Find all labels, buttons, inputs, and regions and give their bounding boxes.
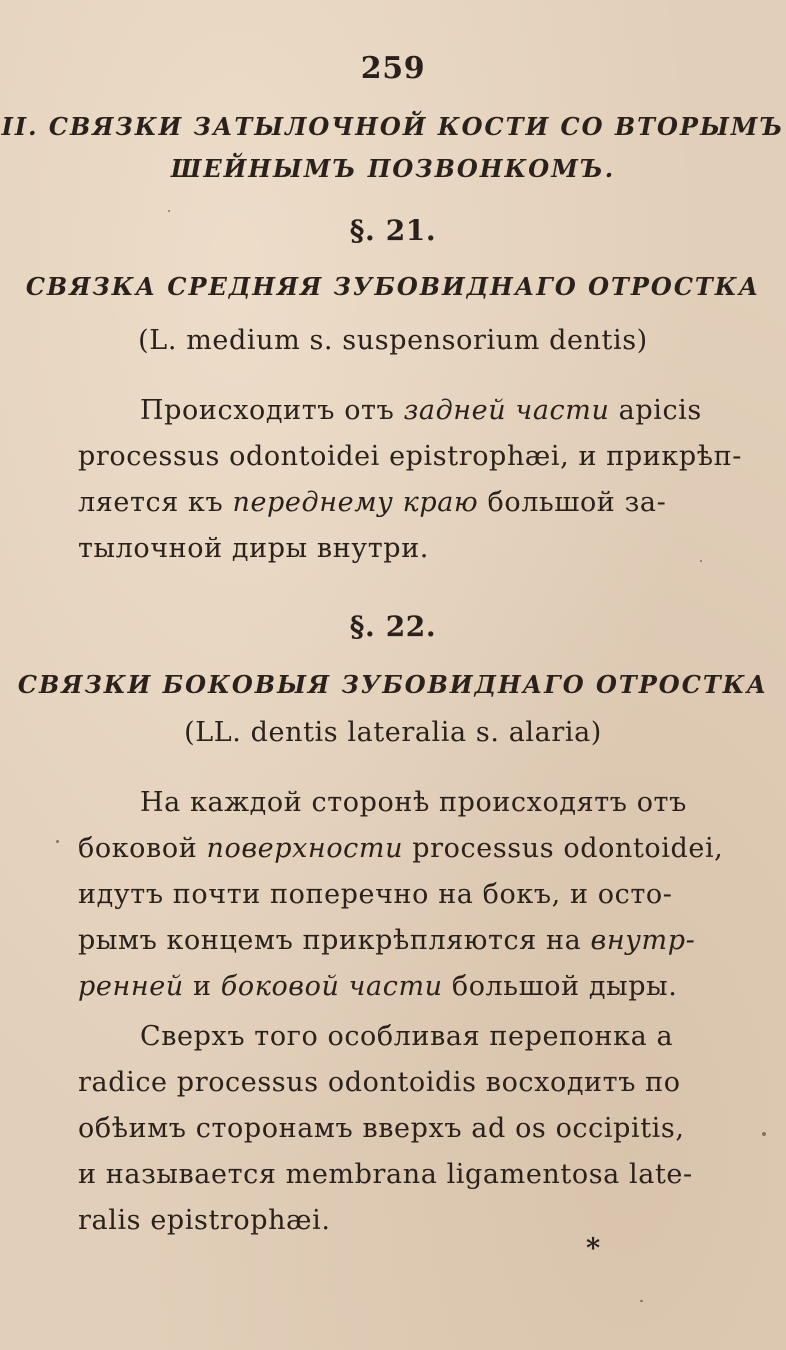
section-22-line-2: боковой поверхности processus odontoidei, (78, 833, 724, 864)
section-22-line-1: На каждой сторонѣ происходятъ отъ (140, 787, 687, 818)
section-21-line-2: processus odontoidei epistrophæi, и прикрѣп- (78, 441, 742, 472)
section-22-line-8: обѣимъ сторонамъ вверхъ ad os occipitis, (78, 1113, 685, 1144)
section-21-line-4: тылочной диры внутри. (78, 533, 429, 564)
section-21-line-3: ляется къ переднему краю большой за- (78, 487, 667, 518)
section-22-line-10: ralis epistrophæi. (78, 1205, 331, 1236)
paper-speck (700, 560, 702, 562)
section-22-line-4: рымъ концемъ прикрѣпляются на внутр- (78, 925, 696, 956)
section-22-line-3: идутъ почти поперечно на бокъ, и осто- (78, 879, 673, 910)
section-22-line-7: radice processus odontoidis восходитъ по (78, 1067, 681, 1098)
section-21-line-1: Происходитъ отъ задней части apicis (140, 395, 702, 426)
section-21-title: СВЯЗКА СРЕДНЯЯ ЗУБОВИДНАГО ОТРОСТКА (25, 272, 761, 301)
catchword-mark: * (586, 1233, 601, 1264)
section-22-number: §. 22. (349, 610, 437, 643)
chapter-heading-line1: II. СВЯЗКИ ЗАТЫЛОЧНОЙ КОСТИ СО ВТОРЫМЪ (1, 112, 785, 141)
section-22-title: СВЯЗКИ БОКОВЫЯ ЗУБОВИДНАГО ОТРОСТКА (17, 670, 769, 699)
section-21-number: §. 21. (349, 214, 437, 247)
section-22-line-9: и называется membrana ligamentosa late- (78, 1159, 693, 1190)
paper-speck (56, 840, 59, 843)
paper-speck (762, 1132, 766, 1136)
section-21-latin-name: (L. medium s. suspensorium dentis) (138, 325, 648, 356)
chapter-heading-line2: ШЕЙНЫМЪ ПОЗВОНКОМЪ. (170, 154, 616, 183)
paper-speck (168, 210, 170, 212)
section-22-line-6: Сверхъ того особливая перепонка a (140, 1021, 674, 1052)
page-number: 259 (360, 51, 426, 86)
paper-speck (640, 1300, 643, 1302)
section-22-line-5: ренней и боковой части большой дыры. (78, 971, 678, 1002)
section-22-latin-name: (LL. dentis lateralia s. alaria) (184, 717, 602, 748)
